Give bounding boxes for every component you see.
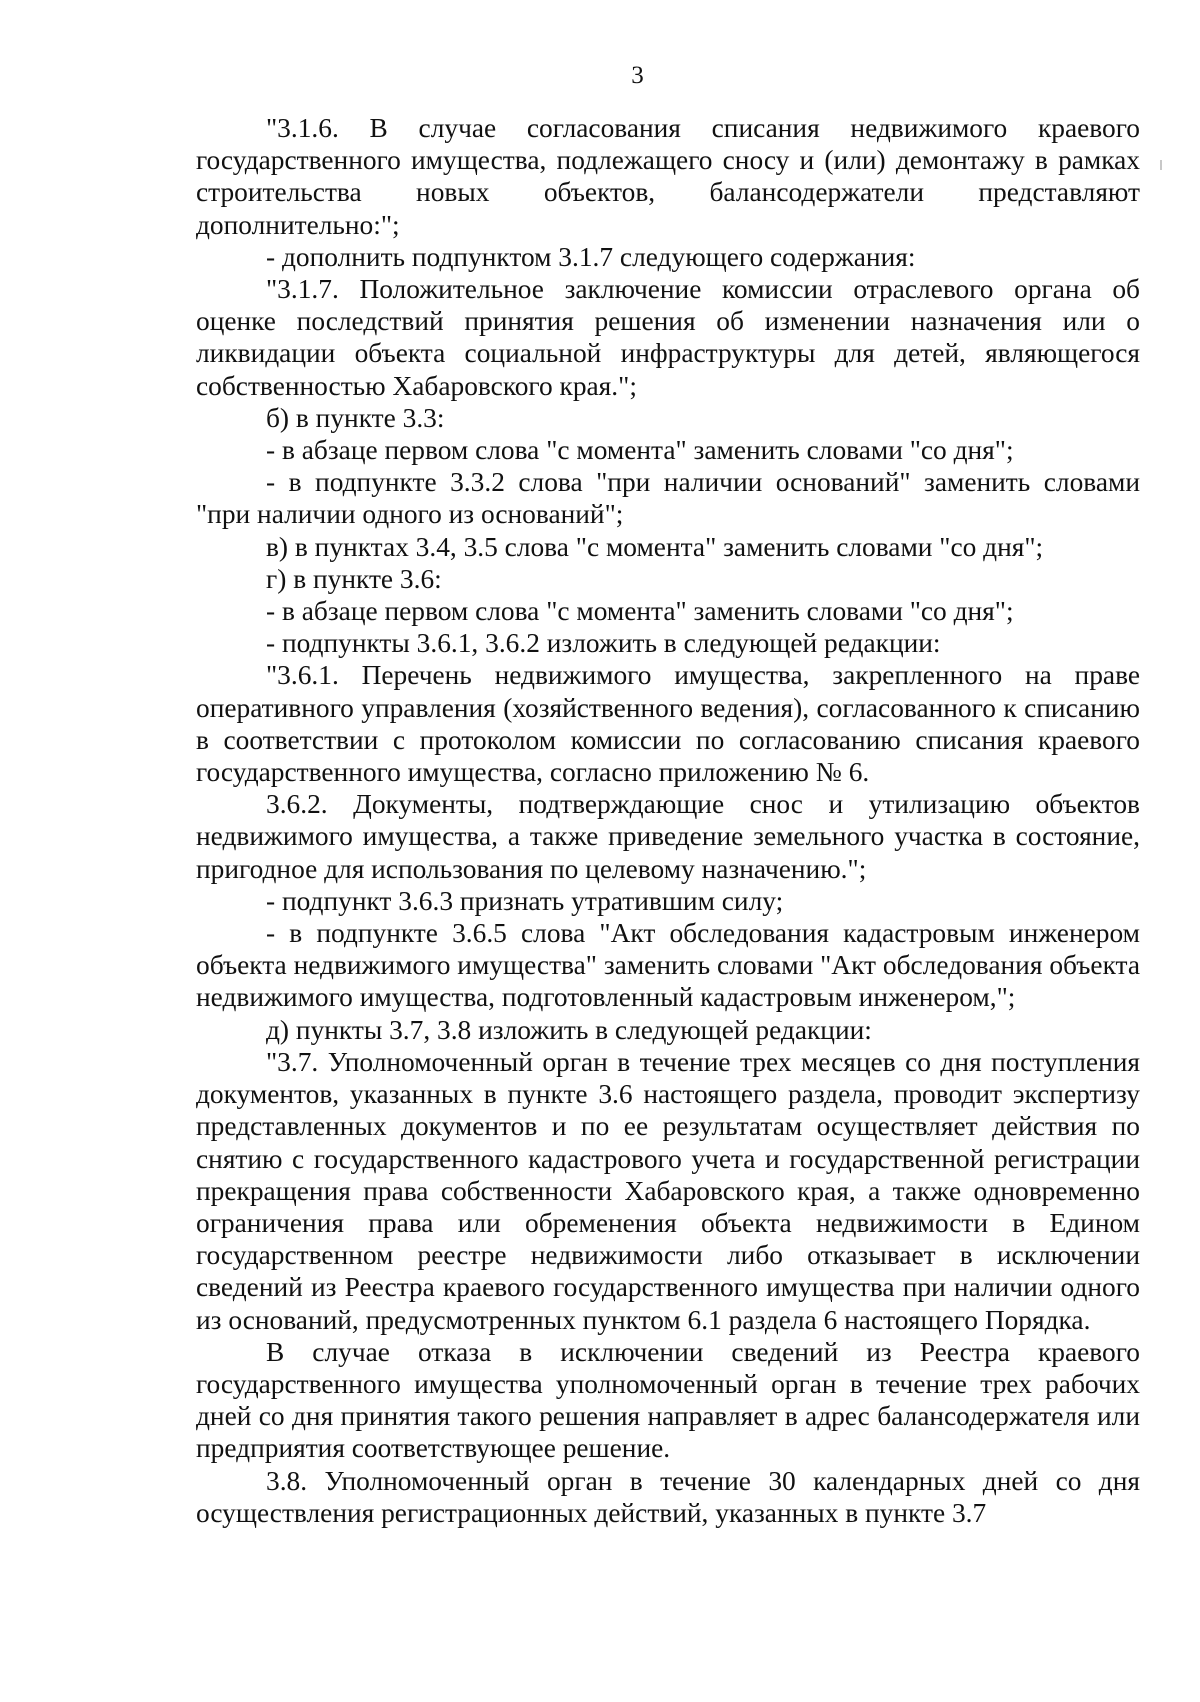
paragraph-add-3-1-7: - дополнить подпунктом 3.1.7 следующего содержания: xyxy=(266,241,916,272)
paragraph-v-3-4-3-5: в) в пунктах 3.4, 3.5 слова "с момента" заменить словами "со дня"; xyxy=(266,531,1044,562)
paragraph-d-3-7-3-8: д) пункты 3.7, 3.8 изложить в следующей редакции: xyxy=(266,1014,872,1045)
paragraph-3-3-2: - в подпункте 3.3.2 слова "при наличии оснований" заменить словами "при наличии одного из оснований"; xyxy=(196,467,1140,530)
paragraph-refusal: В случае отказа в исключении сведений из Реестра краевого государственного имущества уполномоченный орган в течение трех рабочих дней со дня принятия такого решения направляет в адрес балансодержателя или предприятия соответствующее решение. xyxy=(196,1336,1140,1464)
paragraph-3-1-6: "3.1.6. В случае согласования списания недвижимого краевого государственного имущества, подлежащего сносу и (или) демонтажу в рамках строительства новых объектов, балансодержатели представляют дополнительно:"; xyxy=(196,113,1140,240)
paragraph-3-3-first: - в абзаце первом слова "с момента" заменить словами "со дня"; xyxy=(266,435,1014,466)
paragraph-3-6-2: 3.6.2. Документы, подтверждающие снос и утилизацию объектов недвижимого имущества, а также приведение земельного участка в состояние, пригодное для использования по целевому назначению."; xyxy=(196,789,1140,884)
document-body xyxy=(196,112,1140,1529)
paragraph-3-7: "3.7. Уполномоченный орган в течение трех месяцев со дня поступления документов, указанных в пункте 3.6 настоящего раздела, проводит экспертизу представленных документов и по ее результатам осуществляет действия по снятию с государственного кадастрового учета и государственной регистрации прекращения права собственности Хабаровского края, а также одновременно ограничения права или обременения объекта недвижимости в Едином государственном реестре недвижимости либо отказывает в исключении сведений из Реестра краевого государственного имущества при наличии одного из оснований, предусмотренных пунктом 6.1 раздела 6 настоящего Порядка. xyxy=(196,1046,1140,1335)
page-number: 3 xyxy=(631,62,644,89)
paragraph-g-3-6: г) в пункте 3.6: xyxy=(266,563,442,594)
paragraph-3-6-3: - подпункт 3.6.3 признать утратившим силу; xyxy=(266,885,784,916)
scan-mark xyxy=(1160,160,1162,170)
paragraph-3-6-5: - в подпункте 3.6.5 слова "Акт обследования кадастровым инженером объекта недвижимого имущества" заменить словами "Акт обследования объекта недвижимого имущества, подготовленный кадастровым инженером,"; xyxy=(196,918,1140,1013)
paragraph-3-6-1-3-6-2-intro: - подпункты 3.6.1, 3.6.2 изложить в следующей редакции: xyxy=(266,628,941,659)
paragraph-3-8: 3.8. Уполномоченный орган в течение 30 календарных дней со дня осуществления регистрационных действий, указанных в пункте 3.7 xyxy=(196,1465,1140,1528)
paragraph-3-6-first: - в абзаце первом слова "с момента" заменить словами "со дня"; xyxy=(266,596,1014,627)
paragraph-b-3-3: б) в пункте 3.3: xyxy=(266,402,445,433)
paragraph-3-6-1: "3.6.1. Перечень недвижимого имущества, закрепленного на праве оперативного управления (хозяйственного ведения), согласованного к списанию в соответствии с протоколом комиссии по согласованию списания краевого государственного имущества, согласно приложению № 6. xyxy=(196,660,1140,788)
paragraph-3-1-7: "3.1.7. Положительное заключение комиссии отраслевого органа об оценке последствий принятия решения об изменении назначения или о ликвидации объекта социальной инфраструктуры для детей, являющегося собственностью Хабаровского края."; xyxy=(196,274,1140,401)
